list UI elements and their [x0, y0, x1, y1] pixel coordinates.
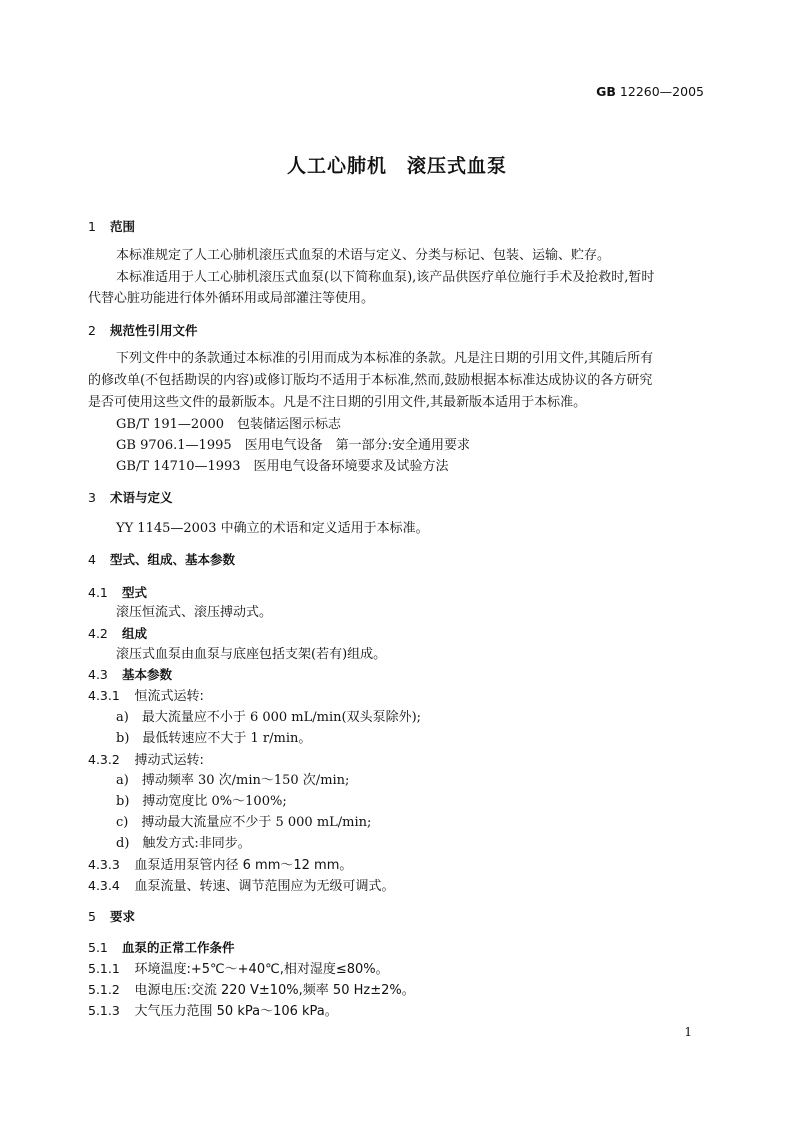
list-item: d) 触发方式:非同步。 — [116, 836, 251, 851]
standard-code-number: 12260—2005 — [619, 84, 704, 99]
heading-4 — [88, 552, 235, 568]
s2-paragraph-line-2: 的修改单(不包括勘误的内容)或修订版均不适用于本标准,然而,鼓励根据本标准达成协议的各方研究 — [88, 373, 653, 388]
heading-5-number: 5 — [88, 909, 96, 924]
clause-4-3-3-text: 血泵适用泵管内径 6 mm～12 mm。 — [134, 858, 353, 873]
clause-4-3-3 — [88, 857, 352, 874]
heading-5 — [88, 909, 135, 925]
clause-5-1-1-text: 环境温度:+5℃～+40℃,相对湿度≤80%。 — [134, 962, 389, 977]
list-item: a) 最大流量应不小于 6 000 mL/min(双头泵除外); — [116, 710, 422, 725]
heading-1-title: 范围 — [110, 219, 136, 234]
clause-5-1-3-number: 5.1.3 — [88, 1003, 120, 1018]
list-item: b) 搏动宽度比 0%～100%; — [116, 794, 287, 809]
list-item: b) 最低转速应不大于 1 r/min。 — [116, 731, 312, 746]
heading-4-title: 型式、组成、基本参数 — [110, 552, 236, 567]
standard-code — [596, 84, 704, 100]
clause-5-1-1 — [88, 961, 389, 978]
s1-paragraph-1: 本标准规定了人工心肺机滚压式血泵的术语与定义、分类与标记、包装、运输、贮存。 — [116, 248, 611, 263]
clause-5-1-2 — [88, 982, 415, 999]
clause-4-3-4-text: 血泵流量、转速、调节范围应为无级可调式。 — [134, 879, 395, 894]
s2-paragraph-line-1: 下列文件中的条款通过本标准的引用而成为本标准的条款。凡是注日期的引用文件,其随后所有 — [116, 351, 654, 366]
clause-5-1-2-text: 电源电压:交流 220 V±10%,频率 50 Hz±2%。 — [134, 983, 415, 998]
clause-4-3-4 — [88, 878, 395, 895]
heading-4-3-number: 4.3 — [88, 667, 108, 682]
heading-1-number: 1 — [88, 219, 96, 234]
clause-5-1-3-text: 大气压力范围 50 kPa～106 kPa。 — [134, 1004, 338, 1019]
clause-4-3-3-number: 4.3.3 — [88, 857, 120, 872]
clause-5-1-1-number: 5.1.1 — [88, 961, 120, 976]
document-title: 人工心肺机 滚压式血泵 — [286, 155, 507, 177]
heading-2-number: 2 — [88, 323, 96, 338]
list-item: c) 搏动最大流量应不少于 5 000 mL/min; — [116, 815, 372, 830]
s1-paragraph-2-line-1: 本标准适用于人工心肺机滚压式血泵(以下简称血泵),该产品供医疗单位施行手术及抢救时,暂时 — [116, 270, 655, 285]
heading-3-number: 3 — [88, 490, 96, 505]
clause-4-3-2 — [88, 752, 204, 769]
clause-5-1-3 — [88, 1003, 338, 1020]
heading-4-1-number: 4.1 — [88, 585, 108, 600]
heading-4-3 — [88, 667, 172, 683]
reference-gb-t-191: GB/T 191—2000 包装储运图示标志 — [116, 417, 342, 432]
heading-5-1-title: 血泵的正常工作条件 — [122, 940, 235, 955]
s2-paragraph-line-3: 是否可使用这些文件的最新版本。凡是不注日期的引用文件,其最新版本适用于本标准。 — [88, 395, 587, 410]
heading-4-1 — [88, 585, 147, 601]
clause-5-1-2-number: 5.1.2 — [88, 982, 120, 997]
clause-4-3-1 — [88, 688, 204, 705]
clause-4-3-2-text: 搏动式运转: — [134, 753, 204, 768]
heading-2 — [88, 323, 198, 339]
clause-4-3-2-number: 4.3.2 — [88, 752, 120, 767]
heading-4-3-title: 基本参数 — [122, 667, 173, 682]
heading-4-number: 4 — [88, 552, 96, 567]
heading-4-2 — [88, 626, 147, 642]
s4-1-body: 滚压恒流式、滚压搏动式。 — [116, 605, 273, 620]
heading-3 — [88, 490, 173, 506]
s4-2-body: 滚压式血泵由血泵与底座包括支架(若有)组成。 — [116, 647, 387, 662]
heading-5-title: 要求 — [110, 909, 136, 924]
heading-5-1 — [88, 940, 235, 956]
clause-4-3-1-text: 恒流式运转: — [134, 689, 204, 704]
heading-5-1-number: 5.1 — [88, 940, 108, 955]
page-number: 1 — [684, 1025, 692, 1039]
clause-4-3-1-number: 4.3.1 — [88, 688, 120, 703]
s1-paragraph-2-line-2: 代替心脏功能进行体外循环用或局部灌注等使用。 — [88, 291, 375, 306]
heading-4-2-number: 4.2 — [88, 626, 108, 641]
heading-3-title: 术语与定义 — [110, 490, 173, 505]
standard-code-prefix: GB — [596, 84, 616, 99]
s3-paragraph: YY 1145—2003 中确立的术语和定义适用于本标准。 — [116, 521, 429, 536]
heading-2-title: 规范性引用文件 — [110, 323, 198, 338]
heading-4-1-title: 型式 — [122, 585, 148, 600]
reference-gb-9706-1: GB 9706.1—1995 医用电气设备 第一部分:安全通用要求 — [116, 438, 471, 453]
list-item: a) 搏动频率 30 次/min～150 次/min; — [116, 773, 350, 788]
reference-gb-t-14710: GB/T 14710—1993 医用电气设备环境要求及试验方法 — [116, 459, 449, 474]
heading-4-2-title: 组成 — [122, 626, 148, 641]
heading-1 — [88, 219, 135, 235]
clause-4-3-4-number: 4.3.4 — [88, 878, 120, 893]
